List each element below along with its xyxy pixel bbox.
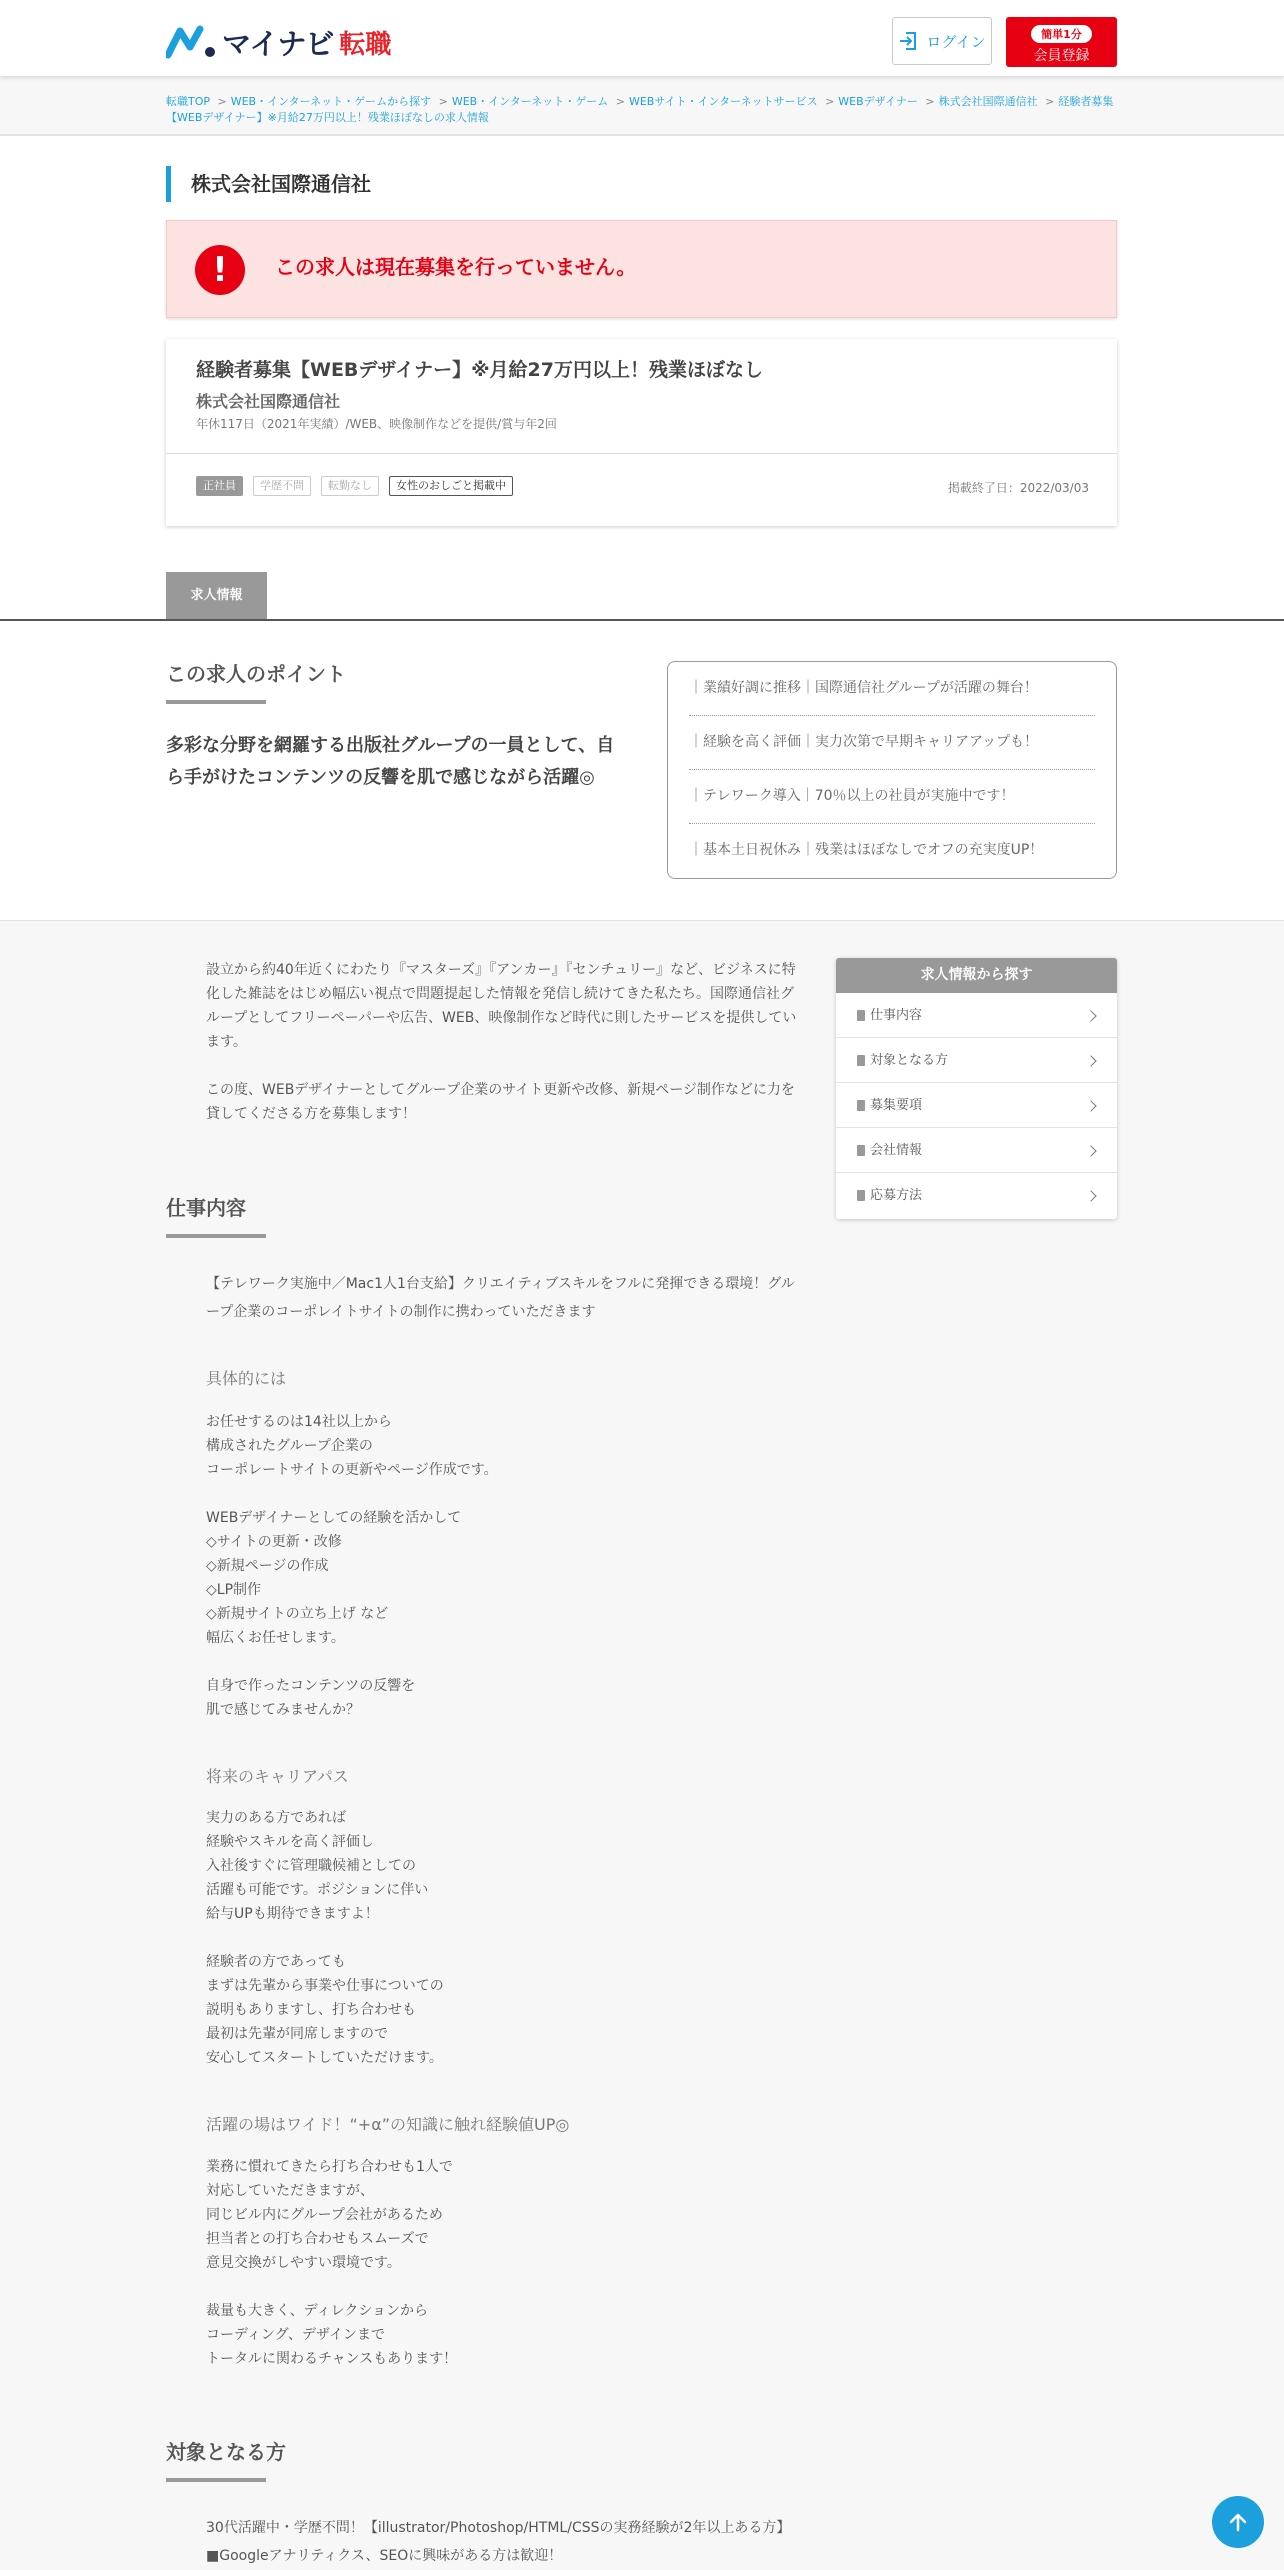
- points-box: [667, 661, 1117, 879]
- alert-message: この求人は現在募集を行っていません。: [275, 255, 637, 279]
- breadcrumb-item[interactable]: 経験者募集: [1058, 95, 1114, 108]
- text-line: 経験やスキルを高く評価し: [206, 1834, 374, 1850]
- intro-text: [206, 958, 804, 1126]
- text-line: WEBデザイナーとしての経験を活かして: [206, 1510, 462, 1526]
- work-heading: 仕事内容: [166, 1196, 246, 1220]
- breadcrumb-item[interactable]: 株式会社国際通信社: [938, 95, 1038, 108]
- tag-women: 女性のおしごと掲載中: [389, 476, 513, 496]
- heading-underline: [166, 700, 266, 704]
- chevron-right-icon: [1085, 1100, 1096, 1111]
- sidebar-heading: 求人情報から探す: [836, 958, 1117, 993]
- logo-mark-icon: [166, 25, 220, 59]
- target-heading: 対象となる方: [166, 2440, 286, 2464]
- breadcrumb-item[interactable]: WEBデザイナー: [838, 95, 918, 108]
- text-line: トータルに関わるチャンスもあります！: [206, 2351, 458, 2367]
- divider: [166, 453, 1117, 454]
- intro-paragraph: この度、WEBデザイナーとしてグループ企業のサイト更新や改修、新規ページ制作などに力を貸してくださる方を募集します！: [206, 1082, 795, 1122]
- breadcrumb-item[interactable]: WEB・インターネット・ゲーム: [451, 95, 609, 108]
- breadcrumb-item[interactable]: WEB・インターネット・ゲームから探す: [230, 95, 432, 108]
- site-logo[interactable]: [166, 24, 391, 60]
- career-path: [206, 1806, 804, 2070]
- text-line: 活躍も可能です。ポジションに伴い: [206, 1882, 429, 1898]
- text-line: 同じビル内にグループ会社があるため: [206, 2207, 443, 2223]
- point-item: ｜業績好調に推移｜国際通信社グループが活躍の舞台！: [689, 662, 1095, 716]
- end-date: 掲載終了日：2022/03/03: [947, 481, 1089, 495]
- document-icon: [857, 1055, 865, 1066]
- breadcrumb-item[interactable]: WEBサイト・インターネットサービス: [628, 95, 818, 108]
- text-line: [206, 1482, 804, 1506]
- text-line: コーポレートサイトの更新やページ作成です。: [206, 1462, 498, 1478]
- breadcrumb-separator: >: [925, 95, 935, 108]
- heading-underline: [166, 1234, 266, 1238]
- breadcrumb: [166, 94, 1126, 126]
- intro-paragraph: 設立から約40年近くにわたり『マスターズ』『アンカー』『センチュリー』など、ビジネスに特化した雑誌をはじめ幅広い視点で問題提起した情報を発信し続けてきた私たち。国際通信社グループとしてフリーペーパーや広告、WEB、映像制作など時代に則したサービスを提供しています。: [206, 962, 797, 1050]
- points-heading: この求人のポイント: [166, 662, 346, 686]
- text-line: まずは先輩から事業や仕事についての: [206, 1978, 444, 1994]
- text-line: 対応していただきますが、: [206, 2183, 374, 2199]
- job-tags: [196, 476, 513, 496]
- login-button[interactable]: [892, 17, 992, 65]
- tab-job-info[interactable]: 求人情報: [166, 572, 267, 620]
- point-item: ｜基本土日祝休み｜残業はほぼなしでオフの充実度UP！: [689, 842, 1044, 858]
- login-label: ログイン: [926, 32, 986, 51]
- sidebar-item-company[interactable]: [836, 1128, 1117, 1173]
- sidebar-item-target[interactable]: [836, 1038, 1117, 1083]
- job-title: 経験者募集【WEBデザイナー】※月給27万円以上！残業ほぼなし: [196, 359, 764, 381]
- back-to-top-button[interactable]: [1212, 2496, 1264, 2548]
- work-subheading: 将来のキャリアパス: [206, 1767, 349, 1786]
- work-lead: 【テレワーク実施中／Mac1人1台支給】クリエイティブスキルをフルに発揮できる環境！グループ企業のコーポレイトサイトの制作に携わっていただきます: [206, 1276, 795, 1320]
- arrow-up-icon: [1226, 2510, 1250, 2534]
- text-line: 業務に慣れてきたら打ち合わせも1人で: [206, 2159, 453, 2175]
- sidebar-item-label: 募集要項: [870, 1098, 923, 1113]
- register-pill: 簡単1分: [1031, 25, 1092, 43]
- text-line: 安心してスタートしていただけます。: [206, 2050, 443, 2066]
- breadcrumb-separator: >: [1045, 95, 1055, 108]
- text-line: 裁量も大きく、ディレクションから: [206, 2303, 429, 2319]
- register-button[interactable]: [1006, 17, 1117, 67]
- text-line: お任せするのは14社以上から: [206, 1414, 392, 1430]
- sidebar-item-label: 対象となる方: [870, 1053, 949, 1068]
- text-line: [206, 1650, 804, 1674]
- job-card: [166, 339, 1117, 526]
- breadcrumb-item[interactable]: 転職TOP: [166, 95, 211, 108]
- text-line: ◇サイトの更新・改修: [206, 1534, 342, 1550]
- chevron-right-icon: [1085, 1055, 1096, 1066]
- job-summary: 年休117日（2021年実績）/WEB、映像制作などを提供/賞与年2回: [196, 417, 557, 431]
- sidebar-item-requirements[interactable]: [836, 1083, 1117, 1128]
- chevron-right-icon: [1085, 1145, 1096, 1156]
- chevron-right-icon: [1085, 1010, 1096, 1021]
- text-line: 幅広くお任せします。: [206, 1630, 345, 1646]
- text-line: 経験者の方であっても: [206, 1954, 346, 1970]
- text-line: 構成されたグループ企業の: [206, 1438, 373, 1454]
- work-scope: [206, 2155, 804, 2371]
- tag-employment: 正社員: [196, 476, 243, 496]
- site-header: [0, 0, 1284, 76]
- target-lead: 30代活躍中・学歴不問！【illustrator/Photoshop/HTML/CSSの実務経験が2年以上ある方】■Googleアナリティクス、SEOに興味がある方は歓迎！: [206, 2520, 791, 2564]
- text-line: ◇新規ページの作成: [206, 1558, 329, 1574]
- text-line: [206, 1926, 804, 1950]
- text-line: 説明もありますし、打ち合わせも: [206, 2002, 416, 2018]
- closed-alert: [166, 220, 1117, 318]
- text-line: 入社後すぐに管理職候補としての: [206, 1858, 416, 1874]
- point-item: ｜テレワーク導入｜70％以上の社員が実施中です！: [689, 770, 1095, 824]
- points-lead: 多彩な分野を網羅する出版社グループの一員として、自ら手がけたコンテンツの反響を肌で感じながら活躍◎: [166, 735, 615, 788]
- text-line: 肌で感じてみませんか？: [206, 1702, 360, 1718]
- breadcrumb-current: 【WEBデザイナー】※月給27万円以上！残業ほぼなしの求人情報: [166, 111, 489, 124]
- text-line: 担当者との打ち合わせもスムーズで: [206, 2231, 429, 2247]
- work-subheading: 具体的には: [206, 1369, 287, 1388]
- text-line: コーディング、デザインまで: [206, 2327, 386, 2343]
- sidebar-item-label: 応募方法: [870, 1188, 923, 1203]
- sidebar-item-label: 会社情報: [870, 1143, 923, 1158]
- job-info-sidebar: [836, 958, 1117, 1219]
- text-line: [206, 2275, 804, 2299]
- text-line: 給与UPも期待できますよ！: [206, 1906, 379, 1922]
- register-label: 会員登録: [1033, 48, 1090, 64]
- breadcrumb-separator: >: [825, 95, 835, 108]
- work-subheading: 活躍の場はワイド！“+α”の知識に触れ経験値UP◎: [206, 2115, 570, 2134]
- sidebar-item-label: 仕事内容: [870, 1008, 923, 1023]
- breadcrumb-separator: >: [438, 95, 448, 108]
- text-line: 最初は先輩が同席しますので: [206, 2026, 388, 2042]
- tag-relocation: 転勤なし: [321, 476, 379, 496]
- document-icon: [857, 1190, 865, 1201]
- breadcrumb-separator: >: [217, 95, 227, 108]
- breadcrumb-separator: >: [615, 95, 625, 108]
- logo-sub-text: 転職: [339, 29, 392, 60]
- document-icon: [857, 1145, 865, 1156]
- sidebar-item-apply[interactable]: [836, 1173, 1117, 1218]
- text-line: 意見交換がしやすい環境です。: [206, 2255, 401, 2271]
- work-detail: [206, 1410, 804, 1722]
- logo-text: マイナビ: [222, 26, 334, 61]
- document-icon: [857, 1010, 865, 1021]
- text-line: 自身で作ったコンテンツの反響を: [206, 1678, 416, 1694]
- text-line: ◇LP制作: [206, 1582, 262, 1598]
- company-title: 株式会社国際通信社: [166, 166, 371, 202]
- sidebar-item-work[interactable]: [836, 993, 1117, 1038]
- login-icon: [898, 31, 918, 51]
- tag-education: 学歴不問: [253, 476, 311, 496]
- exclamation-icon: !: [195, 245, 245, 295]
- text-line: ◇新規サイトの立ち上げ など: [206, 1606, 389, 1622]
- heading-underline: [166, 2478, 266, 2482]
- chevron-right-icon: [1085, 1190, 1096, 1201]
- job-company: 株式会社国際通信社: [196, 392, 341, 411]
- document-icon: [857, 1100, 865, 1111]
- text-line: 実力のある方であれば: [206, 1810, 346, 1826]
- point-item: ｜経験を高く評価｜実力次第で早期キャリアアップも！: [689, 716, 1095, 770]
